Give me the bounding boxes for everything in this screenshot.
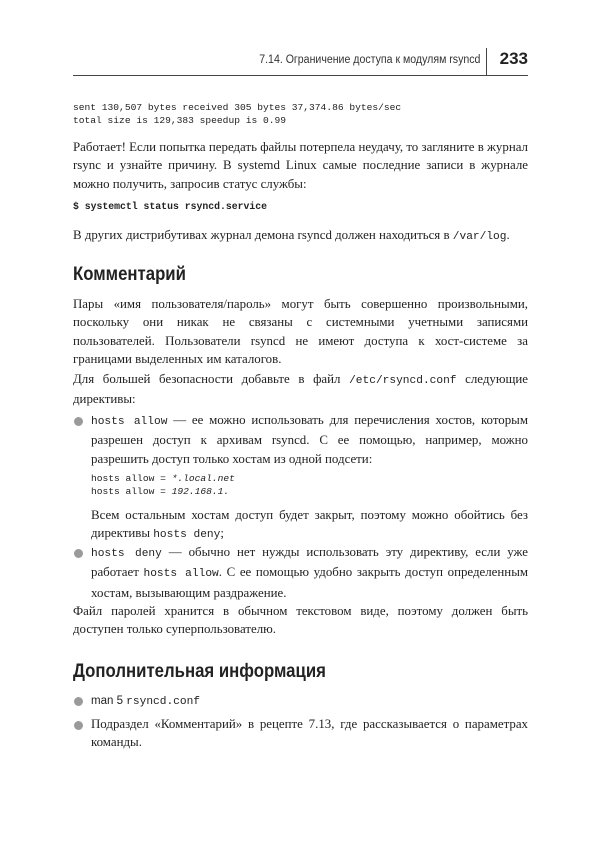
running-header (73, 48, 528, 76)
hosts-allow-item (91, 411, 528, 468)
log-location-end: . (506, 228, 510, 242)
comment-heading: Комментарий (73, 263, 186, 285)
systemctl-command: $ systemctl status rsyncd.service (73, 201, 268, 212)
more-info-item-1 (91, 691, 528, 711)
hosts-deny-ref: hosts deny (153, 529, 221, 542)
header-rule (73, 75, 528, 76)
hosts-deny-text-1: — обычно нет нужды использовать эту директиву, если уже работает (91, 545, 528, 580)
comment-paragraph-2 (73, 370, 528, 409)
man-page-name: rsyncd.conf (126, 696, 201, 708)
comment-p2-text: Для большей безопасности добавьте в файл (73, 372, 350, 386)
log-path: /var/log (452, 231, 507, 243)
hosts-allow-code (91, 472, 235, 498)
running-header-title: 7.14. Ограничение доступа к модулям rsyncd (258, 54, 480, 66)
output-line-2: total size is 129,383 speedup is 0.99 (73, 115, 287, 126)
hosts-deny-text-2: . С ее помощью удобно закрыть доступ определенным хостам, вызывающим раздражение. (91, 565, 529, 600)
hosts-allow-note-end: ; (220, 526, 224, 541)
log-location-text: В других дистрибутивах журнал демона rsyncd должен находиться в (73, 228, 453, 242)
hosts-deny-item (91, 543, 528, 602)
hosts-allow-note-text: Всем остальным хостам доступ будет закрыт, поэтому можно обойтись без директивы (91, 508, 528, 541)
hosts-allow-term: hosts allow (91, 416, 168, 428)
bullet-icon (74, 721, 83, 730)
code-line-1-prefix: hosts allow = (91, 473, 172, 484)
bullet-icon (74, 417, 83, 426)
bullet-icon (74, 549, 83, 558)
bullet-icon (74, 697, 83, 706)
config-file-path: /etc/rsyncd.conf (349, 375, 457, 387)
log-location-paragraph (73, 226, 528, 246)
code-line-2-value: 192.168.1. (171, 486, 230, 497)
man-command: man 5 (91, 695, 127, 707)
hosts-allow-ref: hosts allow (143, 568, 219, 581)
code-line-1-value: *.local.net (171, 473, 235, 484)
code-line-2-prefix: hosts allow = (91, 486, 172, 497)
hosts-allow-note (91, 506, 528, 545)
hosts-deny-term: hosts deny (91, 548, 162, 560)
output-line-1: sent 130,507 bytes received 305 bytes 37,374.86 bytes/sec (73, 102, 402, 113)
code-line-2 (91, 485, 235, 498)
hosts-allow-description: — ее можно использовать для перечисления хостов, которым разрешен доступ к архивам rsyncd. С ее помощью, например, можно разрешить доступ только хостам из одной подсети: (91, 413, 528, 466)
comment-p2-end: следующие директивы: (73, 372, 529, 407)
header-divider (486, 48, 487, 76)
comment-paragraph-1: Пары «имя пользователя/пароль» могут быть совершенно произвольными, поскольку они никак не связаны с системными учетными записями пользователей. Пользователи rsyncd не имеют доступа к хост-системе за границами выделенных им каталогов. (73, 297, 528, 366)
more-info-heading: Дополнительная информация (73, 660, 326, 682)
code-line-1 (91, 472, 235, 485)
password-file-paragraph: Файл паролей хранится в обычном текстовом виде, поэтому должен быть доступен только суперпользователю. (73, 604, 528, 637)
more-info-item-2: Подраздел «Комментарий» в рецепте 7.13, где рассказывается о параметрах команды. (91, 717, 528, 750)
rsync-output-block (73, 101, 401, 127)
page-number: 233 (499, 49, 528, 68)
intro-paragraph: Работает! Если попытка передать файлы потерпела неудачу, то загляните в журнал rsync и узнайте причину. В systemd Linux самые последние записи в журнале можно получить, запросив статус службы: (73, 140, 528, 191)
